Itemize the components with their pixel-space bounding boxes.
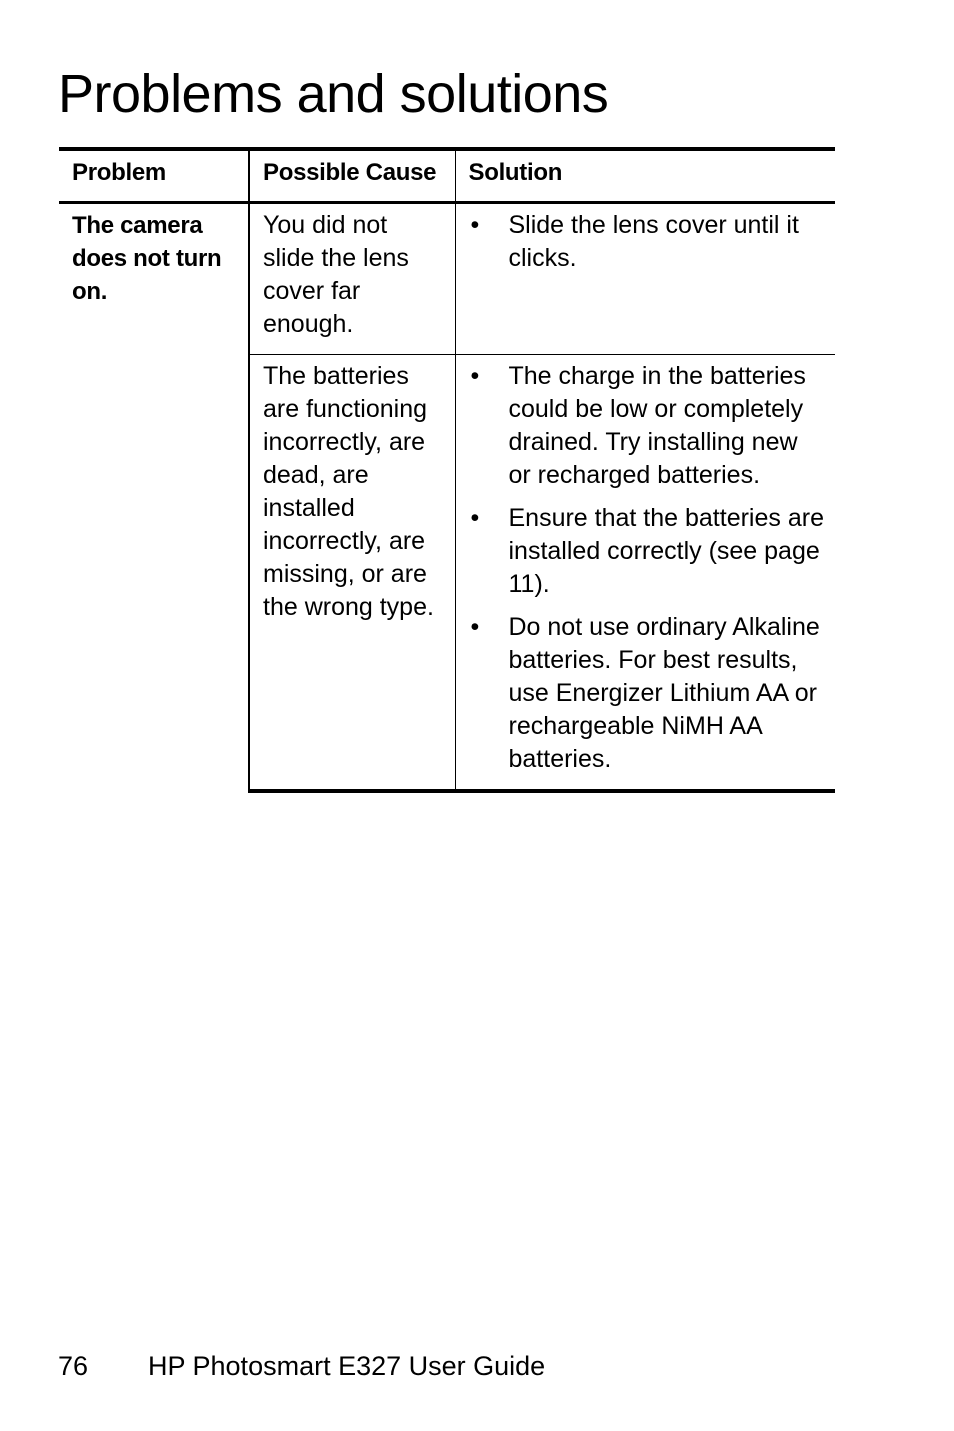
header-solution: Solution bbox=[455, 149, 835, 203]
bullet-icon: • bbox=[470, 504, 480, 532]
table-row bbox=[59, 203, 835, 355]
solution-item bbox=[469, 611, 826, 776]
cause-cell: You did not slide the lens cover far enough. bbox=[249, 203, 455, 355]
bullet-icon: • bbox=[470, 613, 480, 641]
header-problem: Problem bbox=[59, 149, 249, 203]
solution-list bbox=[469, 360, 826, 776]
problems-solutions-table bbox=[59, 147, 835, 793]
solution-item bbox=[469, 209, 826, 275]
solution-item bbox=[469, 502, 826, 601]
solution-cell bbox=[455, 203, 835, 355]
table-header-row bbox=[59, 149, 835, 203]
solution-item bbox=[469, 360, 826, 492]
solution-list bbox=[469, 209, 826, 275]
guide-title: HP Photosmart E327 User Guide bbox=[148, 1351, 546, 1381]
bullet-icon: • bbox=[470, 211, 480, 239]
solution-text: Slide the lens cover until it clicks. bbox=[508, 211, 799, 272]
problem-cell: The camera does not turn on. bbox=[72, 212, 222, 305]
solution-cell bbox=[455, 355, 835, 792]
page-number: 76 bbox=[58, 1351, 89, 1381]
page-footer bbox=[58, 1348, 545, 1384]
solution-text: Do not use ordinary Alkaline batteries. For best results, use Energizer Lithium AA or rechargeable NiMH AA batteries. bbox=[508, 613, 820, 773]
solution-text: The charge in the batteries could be low or completely drained. Try installing new or recharged batteries. bbox=[508, 362, 806, 489]
bullet-icon: • bbox=[470, 362, 480, 390]
cause-cell: The batteries are functioning incorrectly, are dead, are installed incorrectly, are missing, or are the wrong type. bbox=[249, 355, 455, 792]
solution-text: Ensure that the batteries are installed correctly (see page 11). bbox=[508, 504, 824, 598]
header-possible-cause: Possible Cause bbox=[249, 149, 455, 203]
page-title: Problems and solutions bbox=[58, 64, 609, 124]
